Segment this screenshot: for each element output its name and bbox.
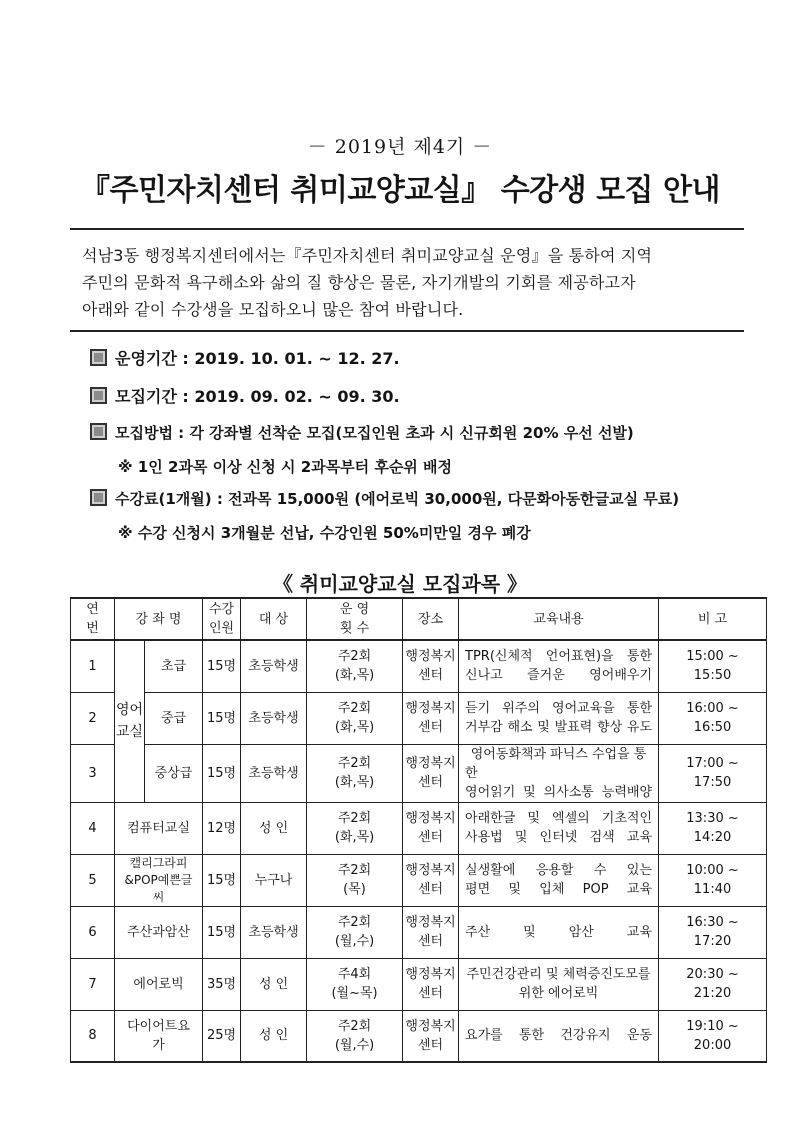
fee-note: ※ 수강 신청시 3개월분 선납, 수강인원 50%미만일 경우 폐강: [118, 524, 531, 542]
row-content: 영어동화책과 파닉스 수업을 통한 영어읽기 및 의사소통 능력배양: [459, 744, 659, 802]
row-course: 캘리그라피&POP예쁜글씨: [115, 854, 203, 906]
row-target: 성 인: [241, 958, 307, 1010]
row-no: 5: [71, 854, 115, 906]
row-time: 13:30 ~ 14:20: [659, 802, 767, 854]
row-target: 초등학생: [241, 744, 307, 802]
row-schedule: 주2회 (월,수): [307, 1010, 403, 1062]
intro-box: [70, 228, 744, 332]
square-bullet-icon: [90, 489, 107, 506]
row-capacity: 15명: [203, 744, 241, 802]
courses-table: [70, 597, 767, 1063]
info-operation-period: [90, 346, 400, 369]
row-no: 2: [71, 692, 115, 744]
table-row: [71, 744, 767, 802]
row-time: 15:00 ~ 15:50: [659, 640, 767, 692]
table-row: [71, 802, 767, 854]
row-no: 7: [71, 958, 115, 1010]
header-note: 비 고: [659, 598, 767, 640]
section-title: 《 취미교양교실 모집과목 》: [272, 572, 528, 596]
info-recruit-period: [90, 384, 400, 407]
row-time: 19:10 ~ 20:00: [659, 1010, 767, 1062]
row-target: 성 인: [241, 802, 307, 854]
table-header-row: [71, 598, 767, 640]
notice-title: 『주민자치센터 취미교양교실』 수강생 모집 안내: [80, 173, 720, 208]
row-content: 요가를 통한 건강유지 운동: [459, 1010, 659, 1062]
header-no: 연 번: [71, 598, 115, 640]
table-row: [71, 1010, 767, 1062]
row-course: 컴퓨터교실: [115, 802, 203, 854]
info-fee: [90, 488, 679, 509]
row-content: TPR(신체적 언어표현)을 통한 신나고 즐거운 영어배우기: [459, 640, 659, 692]
row-no: 1: [71, 640, 115, 692]
info-recruit-text: 모집기간 : 2019. 09. 02. ~ 09. 30.: [115, 387, 400, 406]
row-schedule: 주4회 (월~목): [307, 958, 403, 1010]
row-schedule: 주2회 (월,수): [307, 906, 403, 958]
row-target: 누구나: [241, 854, 307, 906]
table-row: [71, 906, 767, 958]
table-row: [71, 640, 767, 692]
header-course: 강 좌 명: [115, 598, 203, 640]
row-content: 주민건강관리 및 체력증진도모를 위한 에어로빅: [459, 958, 659, 1010]
row-place: 행정복지 센터: [403, 744, 459, 802]
row-content: 실생활에 응용할 수 있는 평면 및 입체 POP 교육: [459, 854, 659, 906]
row-schedule: 주2회 (목): [307, 854, 403, 906]
row-place: 행정복지 센터: [403, 802, 459, 854]
table-row: [71, 958, 767, 1010]
row-place: 행정복지 센터: [403, 1010, 459, 1062]
row-target: 초등학생: [241, 692, 307, 744]
row-capacity: 15명: [203, 692, 241, 744]
intro-line: 주민의 문화적 욕구해소와 삶의 질 향상은 물론, 자기개발의 기회를 제공하고자: [82, 273, 636, 292]
row-target: 성 인: [241, 1010, 307, 1062]
english-group-cell: 영어 교실: [115, 640, 145, 802]
row-capacity: 12명: [203, 802, 241, 854]
row-course: 다이어트요가: [115, 1010, 203, 1062]
row-schedule: 주2회 (화,목): [307, 802, 403, 854]
method-note: ※ 1인 2과목 이상 신청 시 2과목부터 후순위 배정: [118, 458, 453, 476]
header-place: 장소: [403, 598, 459, 640]
row-capacity: 15명: [203, 640, 241, 692]
row-place: 행정복지 센터: [403, 906, 459, 958]
row-content: 듣기 위주의 영어교육을 통한 거부감 해소 및 발표력 향상 유도: [459, 692, 659, 744]
row-capacity: 25명: [203, 1010, 241, 1062]
row-capacity: 35명: [203, 958, 241, 1010]
row-course: 초급: [145, 640, 203, 692]
row-schedule: 주2회 (화,목): [307, 744, 403, 802]
row-time: 20:30 ~ 21:20: [659, 958, 767, 1010]
header-capacity: 수강 인원: [203, 598, 241, 640]
intro-line: 석남3동 행정복지센터에서는『주민자치센터 취미교양교실 운영』을 통하여 지역: [82, 246, 653, 265]
row-course: 에어로빅: [115, 958, 203, 1010]
info-method-text: 모집방법 : 각 강좌별 선착순 모집(모집인원 초과 시 신규회원 20% 우선 선발): [115, 424, 634, 442]
row-target: 초등학생: [241, 640, 307, 692]
row-no: 4: [71, 802, 115, 854]
row-time: 16:00 ~ 16:50: [659, 692, 767, 744]
info-fee-text: 수강료(1개월) : 전과목 15,000원 (에어로빅 30,000원, 다문화아동한글교실 무료): [115, 490, 680, 508]
notice-subtitle: － 2019년 제4기 －: [307, 136, 493, 158]
row-no: 8: [71, 1010, 115, 1062]
row-target: 초등학생: [241, 906, 307, 958]
row-place: 행정복지 센터: [403, 958, 459, 1010]
row-time: 16:30 ~ 17:20: [659, 906, 767, 958]
row-schedule: 주2회 (화,목): [307, 692, 403, 744]
row-capacity: 15명: [203, 854, 241, 906]
row-no: 3: [71, 744, 115, 802]
header-schedule: 운 영 횟 수: [307, 598, 403, 640]
info-method: [90, 422, 634, 443]
table-row: [71, 854, 767, 906]
square-bullet-icon: [90, 387, 107, 404]
table-row: [71, 692, 767, 744]
square-bullet-icon: [90, 349, 107, 366]
row-content: 아래한글 및 엑셀의 기초적인 사용법 및 인터넷 검색 교육: [459, 802, 659, 854]
row-place: 행정복지 센터: [403, 640, 459, 692]
info-operation-text: 운영기간 : 2019. 10. 01. ~ 12. 27.: [115, 349, 400, 368]
row-place: 행정복지 센터: [403, 854, 459, 906]
row-course: 중상급: [145, 744, 203, 802]
square-bullet-icon: [90, 423, 107, 440]
row-course: 중급: [145, 692, 203, 744]
header-target: 대 상: [241, 598, 307, 640]
row-capacity: 15명: [203, 906, 241, 958]
row-course: 주산과암산: [115, 906, 203, 958]
header-content: 교육내용: [459, 598, 659, 640]
row-time: 17:00 ~ 17:50: [659, 744, 767, 802]
row-place: 행정복지 센터: [403, 692, 459, 744]
intro-line: 아래와 같이 수강생을 모집하오니 많은 참여 바랍니다.: [82, 300, 464, 319]
row-schedule: 주2회 (화,목): [307, 640, 403, 692]
row-time: 10:00 ~ 11:40: [659, 854, 767, 906]
row-content: 주산 및 암산 교육: [459, 906, 659, 958]
row-no: 6: [71, 906, 115, 958]
